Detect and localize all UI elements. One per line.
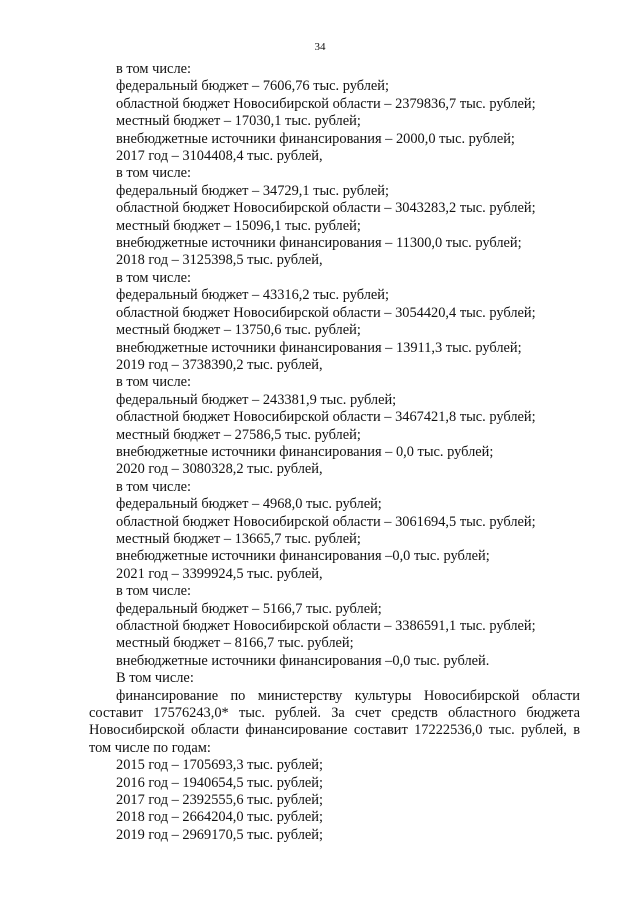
budget-line: внебюджетные источники финансирования –0,0 тыс. рублей; [116, 548, 490, 565]
budget-line: в том числе: [116, 61, 192, 77]
budget-line: внебюджетные источники финансирования – 13911,3 тыс. рублей; [116, 339, 522, 356]
budget-line: федеральный бюджет – 4968,0 тыс. рублей; [116, 496, 382, 513]
budget-line: 2020 год – 3080328,2 тыс. рублей, [116, 461, 323, 478]
budget-line: областной бюджет Новосибирской области – 3061694,5 тыс. рублей; [116, 513, 536, 530]
budget-line: внебюджетные источники финансирования – 0,0 тыс. рублей; [116, 443, 494, 460]
budget-line: федеральный бюджет – 43316,2 тыс. рублей; [116, 287, 389, 304]
budget-line: 2017 год – 3104408,4 тыс. рублей, [116, 148, 323, 165]
budget-line: 2021 год – 3399924,5 тыс. рублей, [116, 565, 323, 582]
budget-line: 2018 год – 3125398,5 тыс. рублей, [116, 252, 323, 269]
budget-line: местный бюджет – 13750,6 тыс. рублей; [116, 322, 361, 339]
budget-line: областной бюджет Новосибирской области – 2379836,7 тыс. рублей; [116, 95, 536, 112]
budget-line: федеральный бюджет – 7606,76 тыс. рублей; [116, 78, 389, 95]
year-funding-line: 2017 год – 2392555,6 тыс. рублей; [116, 792, 323, 809]
budget-line: внебюджетные источники финансирования – 11300,0 тыс. рублей; [116, 235, 522, 252]
year-funding-line: 2016 год – 1940654,5 тыс. рублей; [116, 774, 323, 791]
budget-line: областной бюджет Новосибирской области – 3467421,8 тыс. рублей; [116, 409, 536, 426]
budget-line: федеральный бюджет – 243381,9 тыс. рублей; [116, 391, 397, 408]
budget-line: местный бюджет – 8166,7 тыс. рублей; [116, 635, 354, 652]
budget-line: в том числе: [116, 269, 192, 286]
year-funding-line: 2019 год – 2969170,5 тыс. рублей; [116, 826, 323, 843]
page-number: 34 [314, 41, 326, 53]
budget-line: в том числе: [116, 165, 192, 182]
budget-line: областной бюджет Новосибирской области – 3054420,4 тыс. рублей; [116, 304, 536, 321]
budget-line: федеральный бюджет – 34729,1 тыс. рублей; [116, 182, 389, 199]
budget-line: 2019 год – 3738390,2 тыс. рублей, [116, 356, 323, 373]
year-funding-line: 2015 год – 1705693,3 тыс. рублей; [116, 757, 323, 774]
budget-line: в том числе: [116, 478, 192, 495]
funding-paragraph: финансирование по министерству культуры Новосибирской области составит 17576243,0* тыс. рублей. За счет средств областного бюджета Новосибирской области финансирование составит 17222536,0 тыс. рублей, в том числе по годам: [89, 687, 580, 756]
budget-line: областной бюджет Новосибирской области – 3386591,1 тыс. рублей; [116, 618, 536, 634]
budget-line: внебюджетные источники финансирования – 2000,0 тыс. рублей; [116, 130, 515, 147]
year-funding-line: 2018 год – 2664204,0 тыс. рублей; [116, 809, 323, 826]
budget-line: местный бюджет – 17030,1 тыс. рублей; [116, 113, 361, 130]
budget-line: В том числе: [116, 670, 194, 687]
budget-line: внебюджетные источники финансирования –0,0 тыс. рублей. [116, 652, 490, 669]
budget-line: в том числе: [116, 583, 192, 600]
budget-line: местный бюджет – 15096,1 тыс. рублей; [116, 217, 361, 234]
budget-line: местный бюджет – 27586,5 тыс. рублей; [116, 426, 361, 443]
budget-line: федеральный бюджет – 5166,7 тыс. рублей; [116, 600, 382, 617]
budget-line: местный бюджет – 13665,7 тыс. рублей; [116, 530, 361, 547]
budget-breakdown-list [89, 61, 580, 688]
yearly-funding-list [89, 757, 580, 844]
budget-line: в том числе: [116, 374, 192, 391]
budget-line: областной бюджет Новосибирской области – 3043283,2 тыс. рублей; [116, 200, 536, 217]
document-body [89, 61, 580, 844]
